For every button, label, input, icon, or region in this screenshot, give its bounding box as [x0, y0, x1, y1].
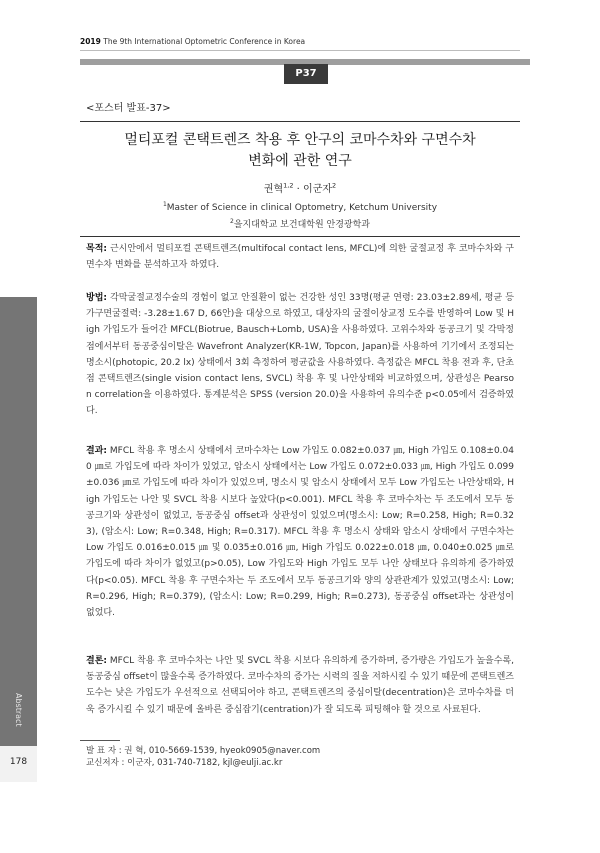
section-purpose: [86, 241, 514, 273]
author-2-affiliation-mark: 2: [332, 181, 337, 190]
section-purpose-label: 목적:: [86, 244, 107, 254]
section-conclusion: [86, 653, 514, 718]
running-header: [80, 37, 305, 46]
section-conclusion-text: MFCL 착용 후 코마수차는 나안 및 SVCL 착용 시보다 유의하게 증가하며, 증가량은 가입도가 높을수록, 동공중심 offset이 많을수록 증가하였다. 코마수차의 증가는 시력의 질을 저하시킬 수 있기 때문에 콘택트렌즈 도수는 낮은 가입도가 우선적으로 선택되어야 하고, 콘택트렌즈의 중심이탈(decentration)은 코마수차를 더욱 증가시킬 수 있기 때문에 올바른 중심잡기(centration)가 잘 되도록 피팅해야 할 것으로 사료된다.: [86, 656, 514, 715]
section-results-text: MFCL 착용 후 명소시 상태에서 코마수차는 Low 가입도 0.082±0.037 ㎛, High 가입도 0.108±0.040 ㎛로 가입도에 따라 차이가 있었고, 암소시 상태에서는 Low 가입도 0.072±0.033 ㎛, High 가입도 0.099±0.036 ㎛로 가입도에 따라 차이가 있었으며, 명소시 및 암소시 상태에서 모두 Low 가입도는 나안상태와, High 가입도는 나안 및 SVCL 착용 시보다 높았다(p<0.001). MFCL 착용 후 코마수차는 두 조도에서 모두 동공크기와 상관성이 없었고, 동공중심 offset과 상관성이 있었으며(명소시: Low; R=0.258, High; R=0.323), (암소시: Low; R=0.348, High; R=0.317). MFCL 착용 후 명소시 상태와 암소시 상태에서 구면수차는 Low 가입도 0.016±0.015 ㎛ 및 0.035±0.016 ㎛, High 가입도 0.022±0.018 ㎛, 0.040±0.025 ㎛로 가입도에 따라 차이가 없었고(p>0.05), Low 가입도와 High 가입도 모두 나안 상태보다 유의하게 증가하였다(p<0.05). MFCL 착용 후 구면수차는 두 조도에서 모두 동공크기와 양의 상관관계가 있었고(명소시: Low; R=0.296, High; R=0.379), (암소시: Low; R=0.299, High; R=0.273), 동공중심 offset과는 상관성이 없었다.: [86, 446, 514, 619]
affiliation-2: [80, 215, 520, 232]
author-list: [80, 180, 520, 195]
corresponding-author-contact: 교신저자 : 이군자, 031-740-7182, kjl@eulji.ac.kr: [86, 758, 283, 768]
section-method: [86, 290, 514, 420]
side-tab-label: Abstract: [14, 693, 23, 727]
affiliation-2-text: 을지대학교 보건대학원 안경광학과: [233, 220, 370, 230]
footnote-rule: [80, 740, 120, 741]
section-method-text: 각막굴절교정수술의 경험이 없고 안질환이 없는 건강한 성인 33명(평균 연령: 23.03±2.89세, 평균 등가구면굴절력: -3.28±1.67 D, 66안)을 대상으로 하였고, 대상자의 굴절이상교정 도수를 반영하여 Low 및 High 가입도가 들어간 MFCL(Biotrue, Bausch+Lomb, USA)을 사용하였다. 고위수차와 동공크기 및 각막정점에서부터 동공중심이탈은 Wavefront Analyzer(KR-1W, Topcon, Japan)를 사용하여 기기에서 조정되는 명소시(photopic, 20.2 lx) 상태에서 3회 측정하여 평균값을 사용하였다. 측정값은 MFCL 착용 전과 후, 단초점 콘택트렌즈(single vision contact lens, SVCL) 착용 후 및 나안상태와 비교하였으며, 상관성은 Pearson correlation을 이용하였다. 통계분석은 SPSS (version 20.0)을 사용하여 유의수준 p<0.05에서 검증하였다.: [86, 293, 514, 417]
section-conclusion-label: 결론:: [86, 656, 107, 666]
affiliation-2-mark: 2: [230, 218, 234, 225]
affiliation-1: [80, 198, 520, 215]
page-number: 178: [9, 757, 28, 767]
affiliation-1-text: Master of Science in clinical Optometry, Ketchum University: [166, 203, 438, 213]
title-line-1: 멀티포컬 콘택트렌즈 착용 후 안구의 코마수차와 구면수차: [124, 132, 476, 148]
header-conference: The 9th International Optometric Conference in Korea: [103, 37, 306, 46]
header-year: 2019: [80, 37, 101, 46]
section-results: [86, 443, 514, 621]
author-2: 이군자: [303, 184, 333, 195]
title-line-2: 변화에 관한 연구: [248, 153, 352, 169]
section-purpose-text: 근시안에서 멀티포컬 콘택트렌즈(multifocal contact lens, MFCL)에 의한 굴절교정 후 코마수차와 구면수차 변화를 분석하고자 하였다.: [86, 244, 514, 271]
header-rule: [80, 50, 520, 51]
author-1: 권혁: [263, 184, 284, 195]
side-tab: [0, 297, 37, 746]
title-block: [80, 121, 520, 237]
presenter-contact: 발 표 자 : 권 혁, 010-5669-1539, hyeok0905@naver.com: [86, 746, 321, 756]
author-separator: ·: [293, 184, 304, 195]
poster-label: <포스터 발표-37>: [86, 103, 171, 114]
section-results-label: 결과:: [86, 446, 107, 456]
author-1-affiliation-mark: 1,2: [283, 181, 294, 190]
poster-number-badge: P37: [284, 64, 328, 84]
paper-title: [80, 130, 520, 172]
section-method-label: 방법:: [86, 293, 107, 303]
affiliation-1-mark: 1: [162, 201, 167, 208]
